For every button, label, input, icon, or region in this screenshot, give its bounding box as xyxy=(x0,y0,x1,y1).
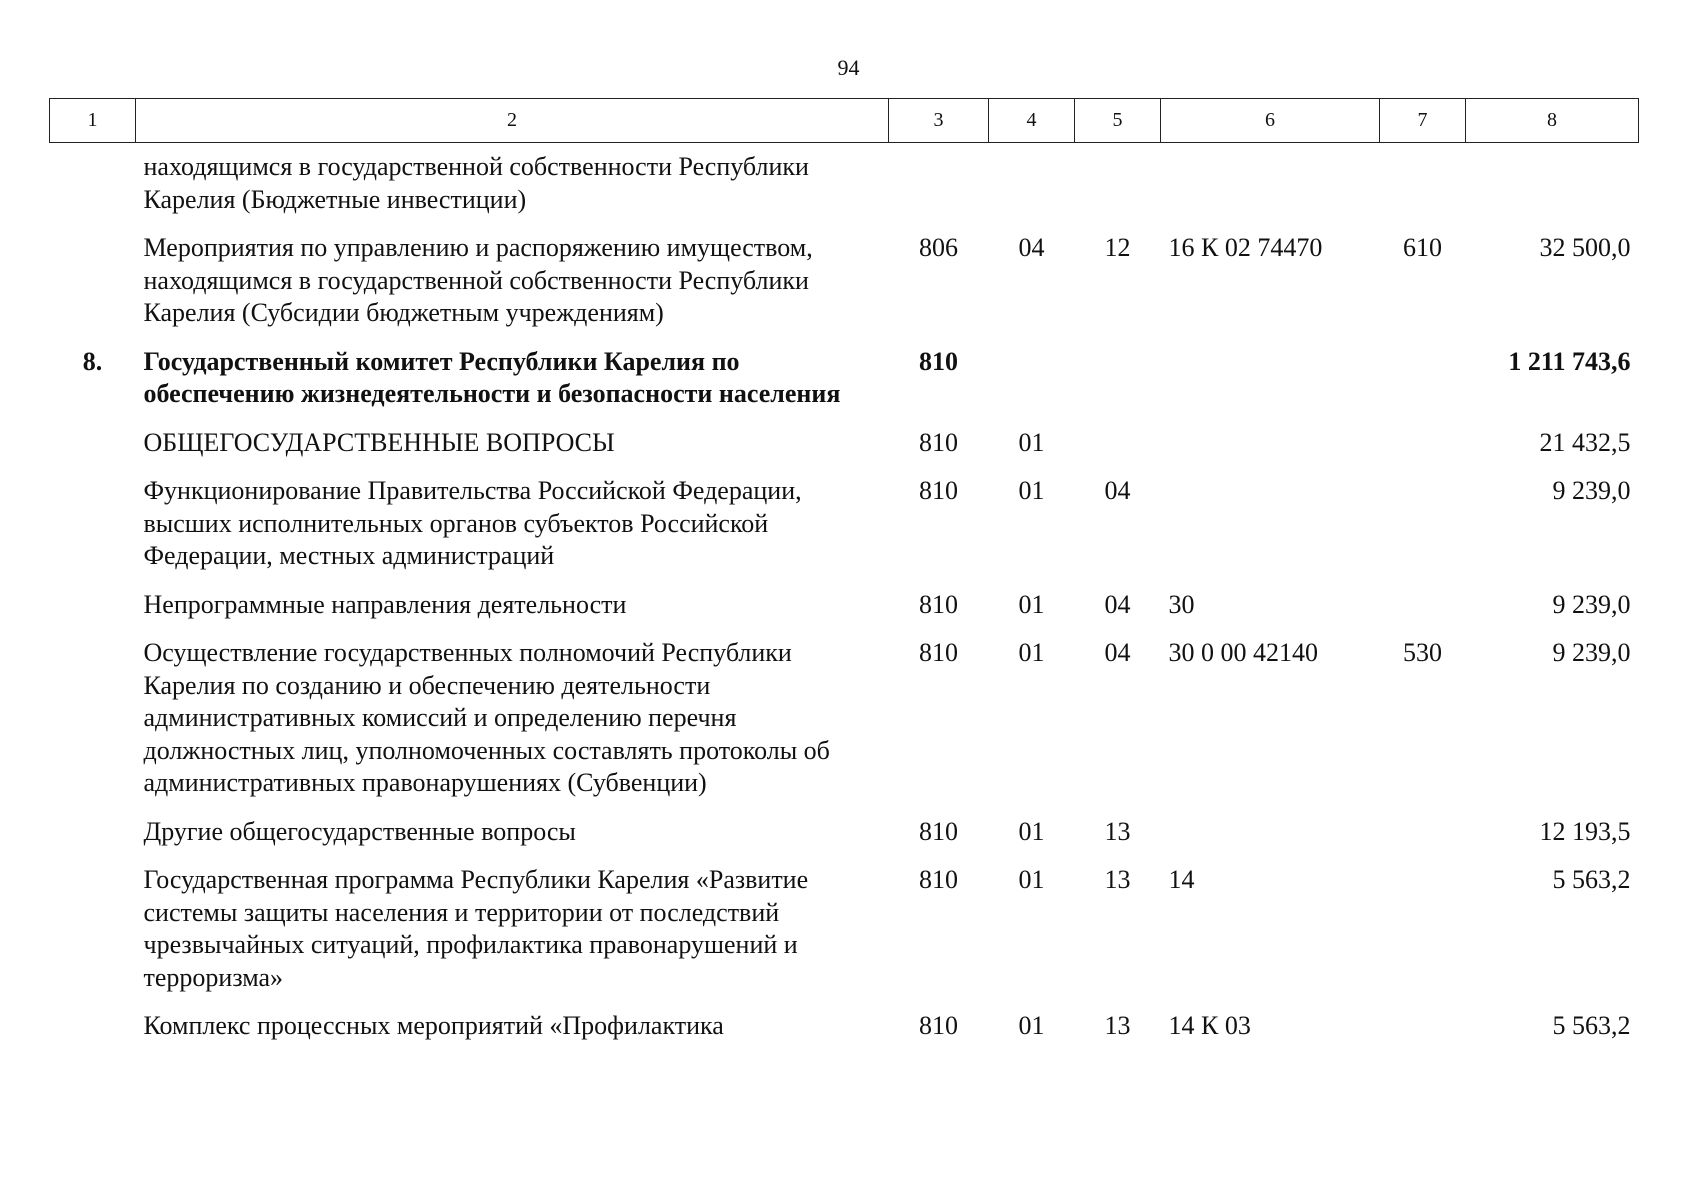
col-5-cell: 13 xyxy=(1104,816,1131,846)
col-4-cell: 01 xyxy=(1018,638,1045,667)
col-7-cell: 530 xyxy=(1403,638,1442,667)
col-6-cell xyxy=(1161,475,1380,589)
row-number-cell xyxy=(50,475,136,589)
col-7-cell xyxy=(1380,864,1466,1010)
table-row xyxy=(50,143,1639,233)
col-4-cell: 01 xyxy=(1018,1011,1045,1040)
col-4-cell: 01 xyxy=(1018,816,1045,846)
header-col-5: 5 xyxy=(1075,99,1161,143)
col-3-cell xyxy=(889,143,989,233)
col-4-cell xyxy=(989,346,1075,427)
row-number-cell xyxy=(50,1010,136,1059)
col-3-cell: 810 xyxy=(919,589,958,619)
col-6-cell xyxy=(1161,427,1380,476)
header-col-7: 7 xyxy=(1380,99,1466,143)
col-3-cell: 810 xyxy=(919,816,958,846)
row-number-cell xyxy=(50,143,136,233)
row-name-cell: Государственный комитет Республики Карелия по обеспечению жизнедеятельности и безопасности населения xyxy=(143,346,841,408)
row-name-cell: Непрограммные направления деятельности xyxy=(143,589,627,619)
col-3-cell: 806 xyxy=(919,233,958,262)
table-header xyxy=(50,99,1639,143)
col-7-cell xyxy=(1380,143,1466,233)
row-number-cell xyxy=(50,637,136,816)
col-6-cell xyxy=(1161,143,1380,233)
col-5-cell: 04 xyxy=(1104,476,1131,505)
row-name-cell: Комплекс процессных мероприятий «Профилактика xyxy=(143,1011,724,1040)
col-5-cell: 13 xyxy=(1104,1011,1131,1040)
amount-cell: 9 239,0 xyxy=(1552,476,1631,505)
header-row xyxy=(50,99,1639,143)
table-row xyxy=(50,864,1639,1010)
table-row xyxy=(50,1010,1639,1059)
header-col-8: 8 xyxy=(1466,99,1639,143)
header-col-4: 4 xyxy=(989,99,1075,143)
table-row xyxy=(50,637,1639,816)
col-7-cell: 610 xyxy=(1403,233,1442,262)
row-name-cell: Другие общегосударственные вопросы xyxy=(143,816,576,846)
col-3-cell: 810 xyxy=(919,865,958,894)
col-6-cell: 30 xyxy=(1168,589,1195,619)
col-6-cell: 14 К 03 xyxy=(1168,1011,1251,1040)
col-6-cell: 14 xyxy=(1168,865,1195,894)
row-number-cell xyxy=(50,864,136,1010)
table-row xyxy=(50,232,1639,346)
col-5-cell: 13 xyxy=(1104,865,1131,894)
col-5-cell xyxy=(1075,346,1161,427)
amount-cell: 32 500,0 xyxy=(1539,233,1631,262)
col-6-cell: 30 0 00 42140 xyxy=(1168,638,1318,667)
amount-cell xyxy=(1466,143,1639,233)
col-3-cell: 810 xyxy=(919,638,958,667)
col-3-cell: 810 xyxy=(919,346,958,376)
col-4-cell: 01 xyxy=(1018,476,1045,505)
col-3-cell: 810 xyxy=(919,427,958,457)
col-4-cell: 01 xyxy=(1018,589,1045,619)
row-name-cell: Функционирование Правительства Российской Федерации, высших исполнительных органов субъектов Российской Федерации, местных администраций xyxy=(143,476,802,570)
header-col-2: 2 xyxy=(136,99,889,143)
header-col-3: 3 xyxy=(889,99,989,143)
col-5-cell xyxy=(1075,427,1161,476)
budget-table xyxy=(49,98,1639,1059)
col-3-cell: 810 xyxy=(919,476,958,505)
row-name-cell: Мероприятия по управлению и распоряжению имуществом, находящимся в государственной собственности Республики Карелия (Субсидии бюджетным учреждениям) xyxy=(143,233,813,327)
col-4-cell xyxy=(989,143,1075,233)
col-7-cell xyxy=(1380,1010,1466,1059)
col-7-cell xyxy=(1380,589,1466,638)
col-4-cell: 04 xyxy=(1018,233,1045,262)
row-name-cell: находящимся в государственной собственности Республики Карелия (Бюджетные инвестиции) xyxy=(143,152,809,214)
row-name-cell: ОБЩЕГОСУДАРСТВЕННЫЕ ВОПРОСЫ xyxy=(143,427,615,457)
col-7-cell xyxy=(1380,816,1466,865)
table-row xyxy=(50,427,1639,476)
col-4-cell: 01 xyxy=(1018,427,1045,457)
row-name-cell: Осуществление государственных полномочий Республики Карелия по созданию и обеспечению деятельности административных комиссий и определению перечня должностных лиц, уполномоченных составлять протоколы об административных правонарушениях (Субвенции) xyxy=(143,638,830,797)
col-7-cell xyxy=(1380,427,1466,476)
amount-cell: 5 563,2 xyxy=(1552,1011,1631,1040)
row-number-cell xyxy=(50,589,136,638)
table-row xyxy=(50,589,1639,638)
col-3-cell: 810 xyxy=(919,1011,958,1040)
col-6-cell xyxy=(1161,816,1380,865)
table-row xyxy=(50,346,1639,427)
col-6-cell xyxy=(1161,346,1380,427)
row-number-cell xyxy=(50,427,136,476)
amount-cell: 9 239,0 xyxy=(1552,638,1631,667)
amount-cell: 21 432,5 xyxy=(1539,427,1631,457)
page-number: 94 xyxy=(837,55,860,80)
col-4-cell: 01 xyxy=(1018,865,1045,894)
col-5-cell xyxy=(1075,143,1161,233)
col-5-cell: 04 xyxy=(1104,589,1131,619)
header-col-1: 1 xyxy=(50,99,136,143)
header-col-6: 6 xyxy=(1161,99,1380,143)
row-number-cell xyxy=(50,816,136,865)
row-number-cell xyxy=(50,232,136,346)
col-6-cell: 16 К 02 74470 xyxy=(1168,233,1323,262)
row-name-cell: Государственная программа Республики Карелия «Развитие системы защиты населения и территории от последствий чрезвычайных ситуаций, профилактика правонарушений и терроризма» xyxy=(143,865,809,992)
table-body xyxy=(50,143,1639,1059)
amount-cell: 5 563,2 xyxy=(1552,865,1631,894)
table-row xyxy=(50,475,1639,589)
amount-cell: 12 193,5 xyxy=(1539,816,1631,846)
amount-cell: 1 211 743,6 xyxy=(1508,346,1631,376)
col-7-cell xyxy=(1380,475,1466,589)
table-row xyxy=(50,816,1639,865)
col-5-cell: 12 xyxy=(1104,233,1131,262)
row-number-cell: 8. xyxy=(82,346,103,376)
amount-cell: 9 239,0 xyxy=(1552,589,1631,619)
col-7-cell xyxy=(1380,346,1466,427)
col-5-cell: 04 xyxy=(1104,638,1131,667)
